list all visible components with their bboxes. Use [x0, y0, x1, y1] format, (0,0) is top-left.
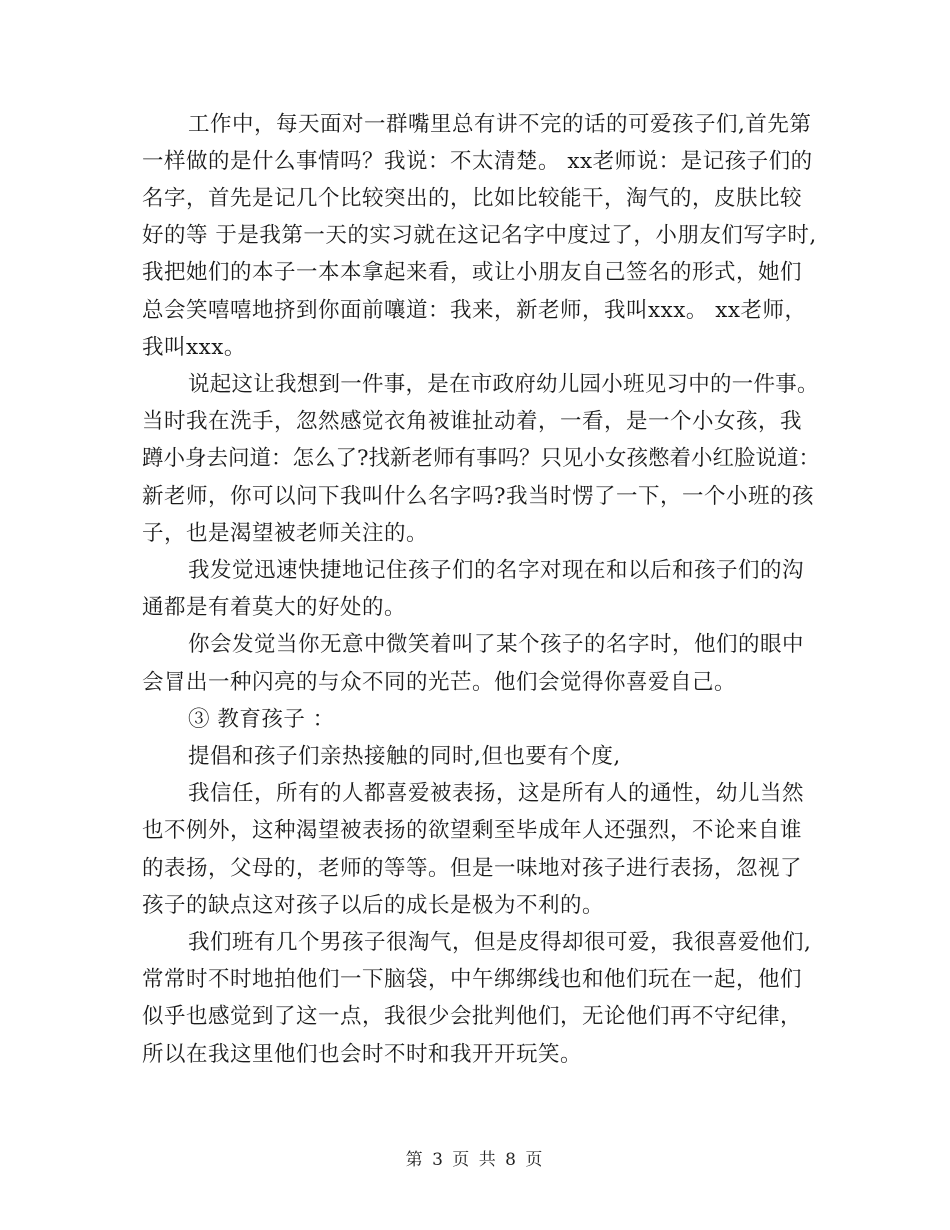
- text-line: 好的等 于是我第一天的实习就在这记名字中度过了，小朋友们写字时,: [142, 223, 817, 248]
- text-line: 我发觉迅速快捷地记住孩子们的名字对现在和以后和孩子们的沟: [188, 558, 805, 583]
- text-line: 也不例外，这种渴望被表扬的欲望剩至毕成年人还强烈，不论来自谁: [142, 818, 803, 843]
- section-heading: ③ 教育孩子 ：: [188, 707, 335, 732]
- page-number-footer: 第 3 页 共 8 页: [405, 1150, 545, 1170]
- text-line: 似乎也感觉到了这一点，我很少会批判他们，无论他们再不守纪律，: [142, 1004, 803, 1029]
- text-line: 当时我在洗手，忽然感觉衣角被谁扯动着，一看，是一个小女孩，我: [142, 409, 803, 434]
- text-line: 我们班有几个男孩子很淘气，但是皮得却很可爱，我很喜爱他们,: [188, 930, 812, 955]
- text-line: 孩子的缺点这对孩子以后的成长是极为不利的。: [142, 893, 605, 918]
- text-line: 会冒出一种闪亮的与众不同的光芒。他们会觉得你喜爱自己。: [142, 670, 737, 695]
- text-line: 工作中，每天面对一群嘴里总有讲不完的话的可爱孩子们,首先第: [188, 112, 812, 137]
- text-line: 你会发觉当你无意中微笑着叫了某个孩子的名字时，他们的眼中: [188, 632, 805, 657]
- text-line: 的表扬，父母的，老师的等等。但是一味地对孩子进行表扬，忽视了: [142, 856, 803, 881]
- text-line: 我信任，所有的人都喜爱被表扬，这是所有人的通性，幼儿当然: [188, 781, 805, 806]
- text-line: 所以在我这里他们也会时不时和我开开玩笑。: [142, 1042, 583, 1067]
- text-line: 子，也是渴望被老师关注的。: [142, 521, 429, 546]
- text-line: 新老师，你可以问下我叫什么名字吗?我当时愣了一下，一个小班的孩: [142, 484, 815, 509]
- text-line: 蹲小身去问道：怎么了?找新老师有事吗？只见小女孩憋着小红脸说道：: [142, 446, 821, 471]
- text-line: 一样做的是什么事情吗？我说：不太清楚。 xx老师说：是记孩子们的: [142, 149, 813, 174]
- text-line: 通都是有着莫大的好处的。: [142, 595, 407, 620]
- text-line: 名字，首先是记几个比较突出的，比如比较能干，淘气的，皮肤比较: [142, 186, 803, 211]
- text-line: 常常时不时地拍他们一下脑袋，中午绑绑线也和他们玩在一起，他们: [142, 967, 803, 992]
- text-line: 提倡和孩子们亲热接触的同时,但也要有个度,: [188, 744, 621, 769]
- text-line: 说起这让我想到一件事，是在市政府幼儿园小班见习中的一件事。: [188, 372, 819, 397]
- text-line: 我叫xxx。: [142, 335, 246, 360]
- text-line: 总会笑嘻嘻地挤到你面前嚷道：我来，新老师，我叫xxx。 xx老师，: [142, 298, 807, 323]
- text-line: 我把她们的本子一本本拿起来看，或让小朋友自己签名的形式，她们: [142, 260, 803, 285]
